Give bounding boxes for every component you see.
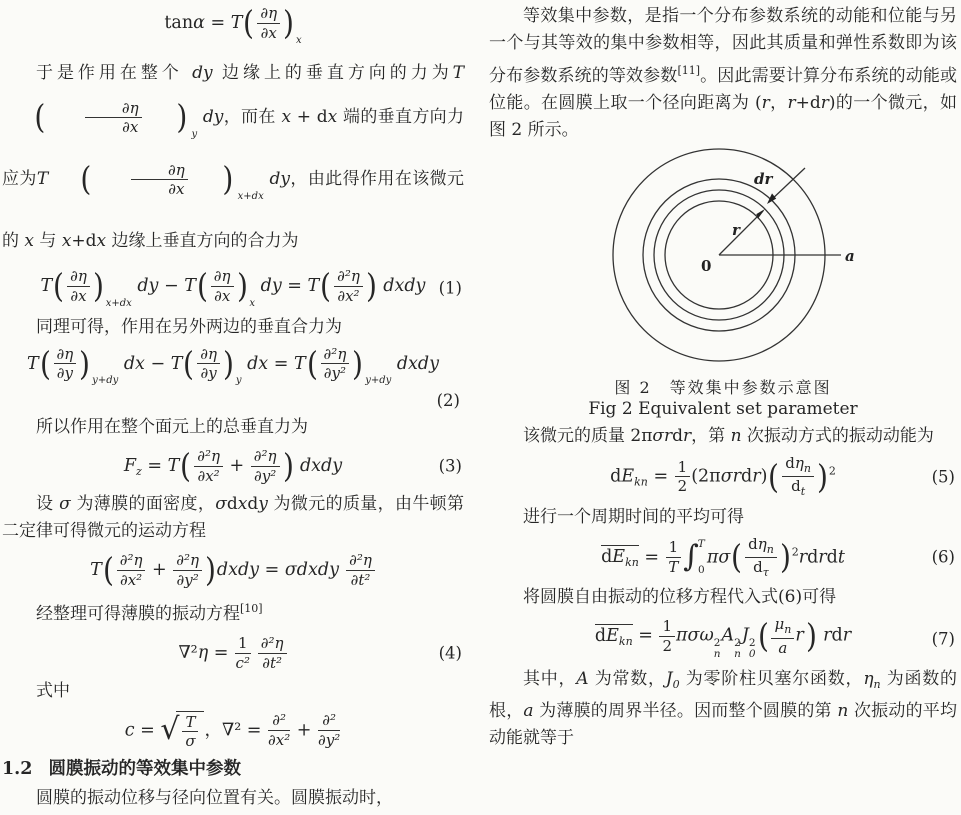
left-column [2,0,464,815]
equation-4-body: ∇²η = $\frac{1}{\text{c²}}$ $\frac{\text{∂²η}}{\text{∂t²}}$ [178,635,287,672]
equation-2-body: T ( $\frac{\partial\eta}{\partial y}$ ) $_{y+dy}$ dx − T ( $\frac{\partial\eta}{\partial y}$ ) $_y$ dx = T ( $\frac{\text{∂²η}}{\text{∂y²}}$ ) $_{y+dy}$ dxdy [26,343,440,387]
equation-number-6: (6) [931,547,955,567]
figure-caption-en: Fig 2 Equivalent set parameter [588,399,858,419]
equation-number-4: (4) [438,643,462,663]
equation-7 [489,616,957,661]
equation-number-7: (7) [931,629,955,649]
radius-r-arrowhead [756,209,765,219]
equation-6 [489,536,957,580]
right-column [489,0,957,815]
membrane-figure-svg [489,147,957,371]
equation-7-body: $dE_{kn}$ = $\frac{1}{2}$ πσω 2 n A 2 n J 2 0 ( $\frac{\mu_n}{a}$ r ) rdr [594,615,852,661]
equation-number-2: (2) [436,391,460,411]
paragraph-dy-edge-forces: 于是作用在整个 dy 边缘上的垂直方向的力为T ( $\frac{\partial\eta}{\partial x}$ ) $_y$ dy，而在 x + dx 端的垂直方向力应为T ( $\frac{\partial\eta}{\partial x}$ ) $_{x+dx}$ dy，由此得作用在该微元的 x 与 x+dx 边缘上垂直方向的合力为 [2,62,465,251]
equation-3 [2,446,464,486]
equation-2 [2,343,464,387]
section-title: 圆膜振动的等效集中参数 [48,759,241,780]
equation-number-3: (3) [438,456,462,476]
paragraph-vibration-equation-ref: 经整理可得薄膜的振动方程[10] [36,602,263,625]
label-r: r [732,221,740,239]
section-heading-1-2 [2,756,464,782]
paragraph-shizhong: 式中 [36,681,70,702]
section-number: 1.2 [2,759,33,780]
equation-motion [2,550,464,590]
paragraph-substitute-displacement: 将圆膜自由振动的位移方程代入式(6)可得 [523,587,837,608]
dr-arrowhead [767,193,776,204]
label-dr: dr [754,170,773,188]
equation-6-body: $dE_{kn}$ = $\frac{1}{T}$ ∫ T 0 πσ ( $d\eta_n$ $d_\tau$ ) $^2$rdrdt [601,534,845,579]
equation-tan-alpha-body: tanα = T ( $\frac{\partial\eta}{\partial x}$ ) $_x$ [164,3,302,46]
paragraph-suoyi: 所以作用在整个面元上的总垂直力为 [36,417,308,438]
equation-5 [489,455,957,499]
paragraph-symbol-definitions: 其中，A 为常数，$J_0$ 为零阶柱贝塞尔函数，$\eta_n$ 为函数的根，a 为薄膜的周界半径。因而整个圆膜的第 n 次振动的平均动能就等于 [489,668,958,748]
equation-number-1: (1) [438,278,462,298]
equation-5-body: $dE_{kn}$ = $\frac{1}{2}$ (2πσrdr) ( $d\eta_n$ $d_t$ ) $^2$ [610,454,836,499]
equation-tan-alpha [2,5,464,46]
equation-c-definition [2,710,464,750]
membrane-figure [489,147,957,419]
equation-1-body: T ( $\frac{\partial\eta}{\partial x}$ ) $_{x+dx}$ dy − T ( $\frac{\partial\eta}{\partial x}$ ) $_x$ dy = T ( $\frac{\text{∂²η}}{\text{∂x²}}$ ) dxdy [40,266,426,309]
paragraph-surface-density: 设 σ 为薄膜的面密度，σdxdy 为微元的质量，由牛顿第二定律可得微元的运动方程 [2,494,465,542]
equation-3-body: $F_z = T$ ( $\frac{\text{∂²η}}{\text{∂x²}}$ + $\frac{\text{∂²η}}{\text{∂y²}}$ ) dxdy [123,446,343,486]
paragraph-tongli: 同理可得，作用在另外两边的垂直合力为 [36,316,342,337]
figure-caption-cn: 图 2 等效集中参数示意图 [614,378,832,397]
equation-c-definition-body: c = √ T σ ，∇² = ∂² ∂x² + ∂² ∂y² [124,711,341,751]
equation-motion-body: T ( $\frac{\text{∂²η}}{\text{∂x²}}$ + $\frac{\text{∂²η}}{\text{∂y²}}$ ) dxdy = σdxdy $\frac{\text{∂²η}}{\text{∂t²}}$ [90,552,376,589]
paragraph-left-last: 圆膜的振动位移与径向位置有关。圆膜振动时， [36,788,393,809]
paragraph-element-mass: 该微元的质量 2πσrdr，第 n 次振动方式的振动动能为 [523,426,934,446]
label-origin: 0 [701,257,712,275]
equation-1 [2,268,464,309]
equation-4 [2,633,464,673]
equation-number-5: (5) [931,467,955,487]
paragraph-equivalent-parameters: 等效集中参数，是指一个分布参数系统的动能和位能与另一个与其等效的集中参数相等，因此其质量和弹性系数即为该分布参数系统的等效参数[11]。因此需要计算分布系统的动能或位能。在圆膜上取一个径向距离为 (r，r+dr)的一个微元，如图 2 所示。 [489,6,958,140]
label-a: a [845,247,855,265]
paragraph-period-average: 进行一个周期时间的平均可得 [523,506,744,527]
radius-r-arrow-line [719,211,763,255]
